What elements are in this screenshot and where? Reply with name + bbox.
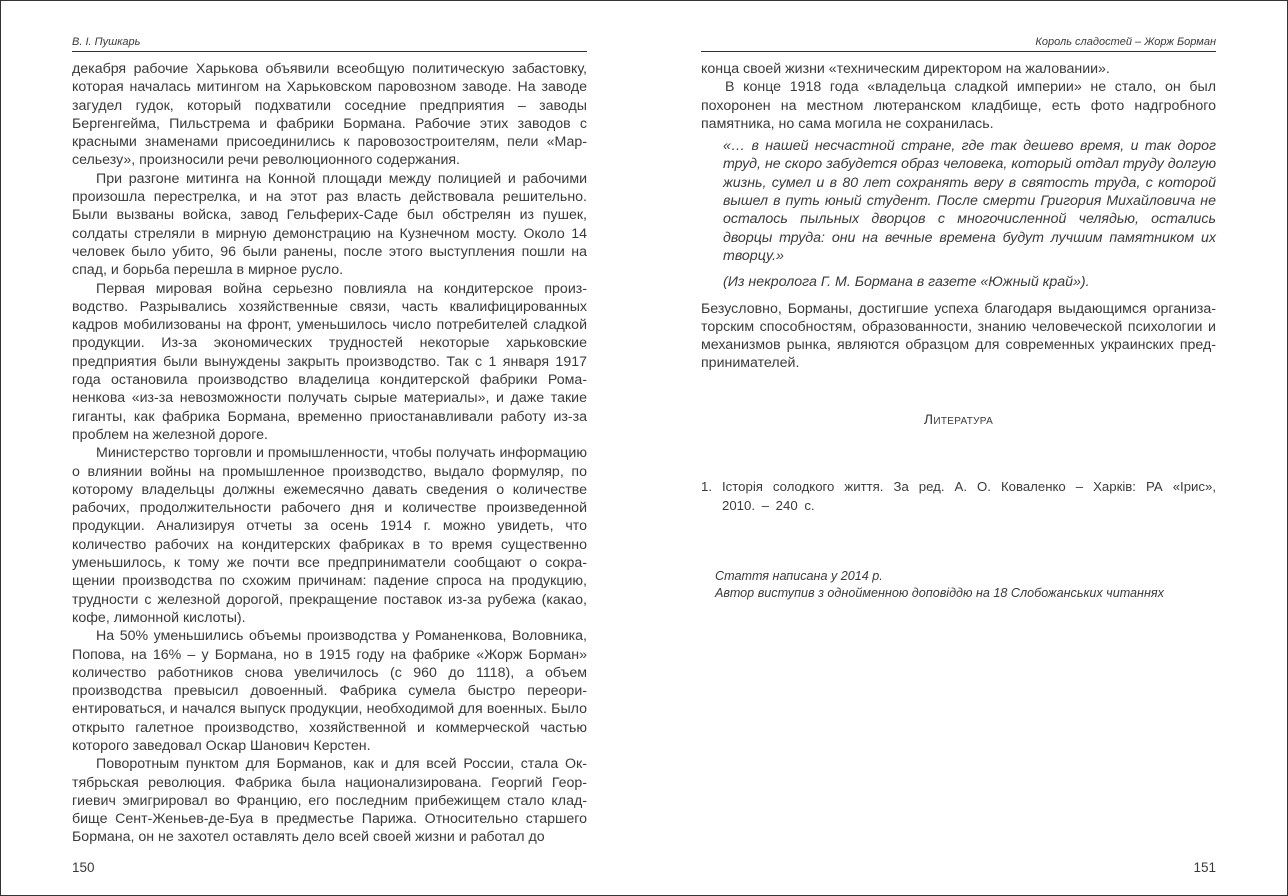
conclusion-paragraph: Безусловно, Борманы, достигшие успеха благодаря выдающимся организаторским способностям, образованности, знанию человеческой психологии и механизмов рынка, являются образцом для современных украинских предпринимателей. — [701, 300, 1216, 372]
bibliography-item — [701, 478, 1216, 515]
bibliography-number: 1. — [701, 479, 712, 494]
paragraph: Министерство торговли и промышленности, чтобы получать информацию о влиянии войны на промышленное производство, выдало формуляр, по которому владельцы должны ежемесячно давать сведения о количестве рабочих, продолжительности рабочего дня и количестве произведенной продукции. Анализируя отчеты за осень 1914 г. можно увидеть, что количество рабочих на кондитерских фабриках в то время существенно уменьшилось, к тому же почти все предприниматели сообщают о сокращении производства по схожим причинам: падение спроса на продукцию, трудности с железной дорогой, прекращение поставок из-за рубежа (какао, кофе, лимонной кислоты). — [72, 445, 587, 626]
paragraph: Первая мировая война серьезно повлияла на кондитерское производство. Разрывались хозяйственные связи, часть квалифицированных кадров мобилизованы на фронт, уменьшилось число потребителей сладкой продукции. Из-за экономических трудностей некоторые харьковские предприятия были вынуждены закрыть производство. Так с 1 января 1917 года остановила производство владелица кондитерской фабрики Романенкова «из-за невозможности получать сырые материалы», и даже такие гиганты, как фабрика Бормана, временно приостанавливали работу из-за проблем на железной дороге. — [72, 280, 587, 443]
bibliography-text: Історія солодкого життя. За ред. А. О. Коваленко – Харків: РА «Ірис», 2010. – 240 с. — [722, 479, 1216, 513]
right-page — [701, 0, 1216, 896]
page-number: 150 — [72, 860, 95, 875]
left-page-body — [72, 60, 587, 847]
paragraph-continuation: конца своей жизни «техническим директором на жаловании». — [701, 61, 1110, 77]
note-line: Автор виступив з однойменною доповіддю на 18 Слобожанських читаннях — [715, 585, 1164, 600]
paragraph: В конце 1918 года «владельца сладкой империи» не стало, он был похоронен на местном лютеранском кладбище, есть фото надгробного памятника, но сама могила не сохранилась. — [701, 79, 1216, 132]
author-note — [715, 568, 1164, 601]
paragraph: На 50% уменьшились объемы производства у Романенкова, Воловника, Попова, на 16% – у Бормана, но в 1915 году на фабрике «Жорж Борман» количество работников снова увеличилось (с 960 до 1118), а объем производства превысил довоенный. Фабрика сумела быстро переориентироваться, и начался выпуск продукции, необходимой для военных. Было открыто галетное производство, хозяйственной и коммерческой частью которого заведовал Оскар Шанович Керстен. — [72, 628, 587, 754]
right-page-body — [701, 60, 1216, 373]
left-page — [72, 0, 587, 896]
running-head-author: В. І. Пушкарь — [72, 36, 587, 52]
paragraph: декабря рабочие Харькова объявили всеобщую политическую забастовку, которая началась митингом на Харьковском паровозном заводе. На заводе загудел гудок, который подхватили соседние предприятия – заводы Бергенгейма, Пильстрема и фабрики Бормана. Рабочие этих заводов с красными знаменами присоединились к паровозостроителям, пели «Марсельезу», произносили речи революционного содержания. — [72, 61, 587, 169]
literature-heading: Литература — [923, 411, 994, 427]
note-line: Стаття написана у 2014 р. — [715, 569, 883, 583]
quote-source: (Из некролога Г. М. Бормана в газете «Южный край»). — [723, 274, 1090, 291]
block-quote: «… в нашей несчастной стране, где так дешево время, и так дорог труд, не скоро забудется образ человека, который отдал труду долгую жизнь, сумел и в 80 лет сохранять веру в святость труда, с которой вышел в путь юный студент. После смерти Григория Михайловича не осталось пыльных дворцов с многочисленной челядью, остались дворцы труда: они на вечные времена будут лучшим памятником их творцу.» — [723, 138, 1216, 264]
paragraph: Поворотным пунктом для Борманов, как и для всей России, стала Октябрьская революция. Фабрика была национализирована. Георгий Георгиевич эмигрировал во Францию, его последним прибежищем стало кладбище Сент-Женьев-де-Буа в предместье Парижа. Относительно старшего Бормана, он не захотел оставлять дело всей своей жизни и работал до — [72, 756, 587, 846]
paragraph: При разгоне митинга на Конной площади между полицией и рабочими произошла перестрелка, и на этот раз власть действовала решительно. Были вызваны войска, завод Гельферих-Саде был обстрелян из пушек, солдаты стреляли в мирную демонстрацию на Кузнечном мосту. Около 14 человек было убито, 96 были ранены, после этого выступления пошли на спад, и борьба перешла в мирное русло. — [72, 170, 587, 279]
running-head-title: Король сладостей – Жорж Борман — [701, 36, 1216, 52]
page-number: 151 — [1193, 860, 1216, 875]
